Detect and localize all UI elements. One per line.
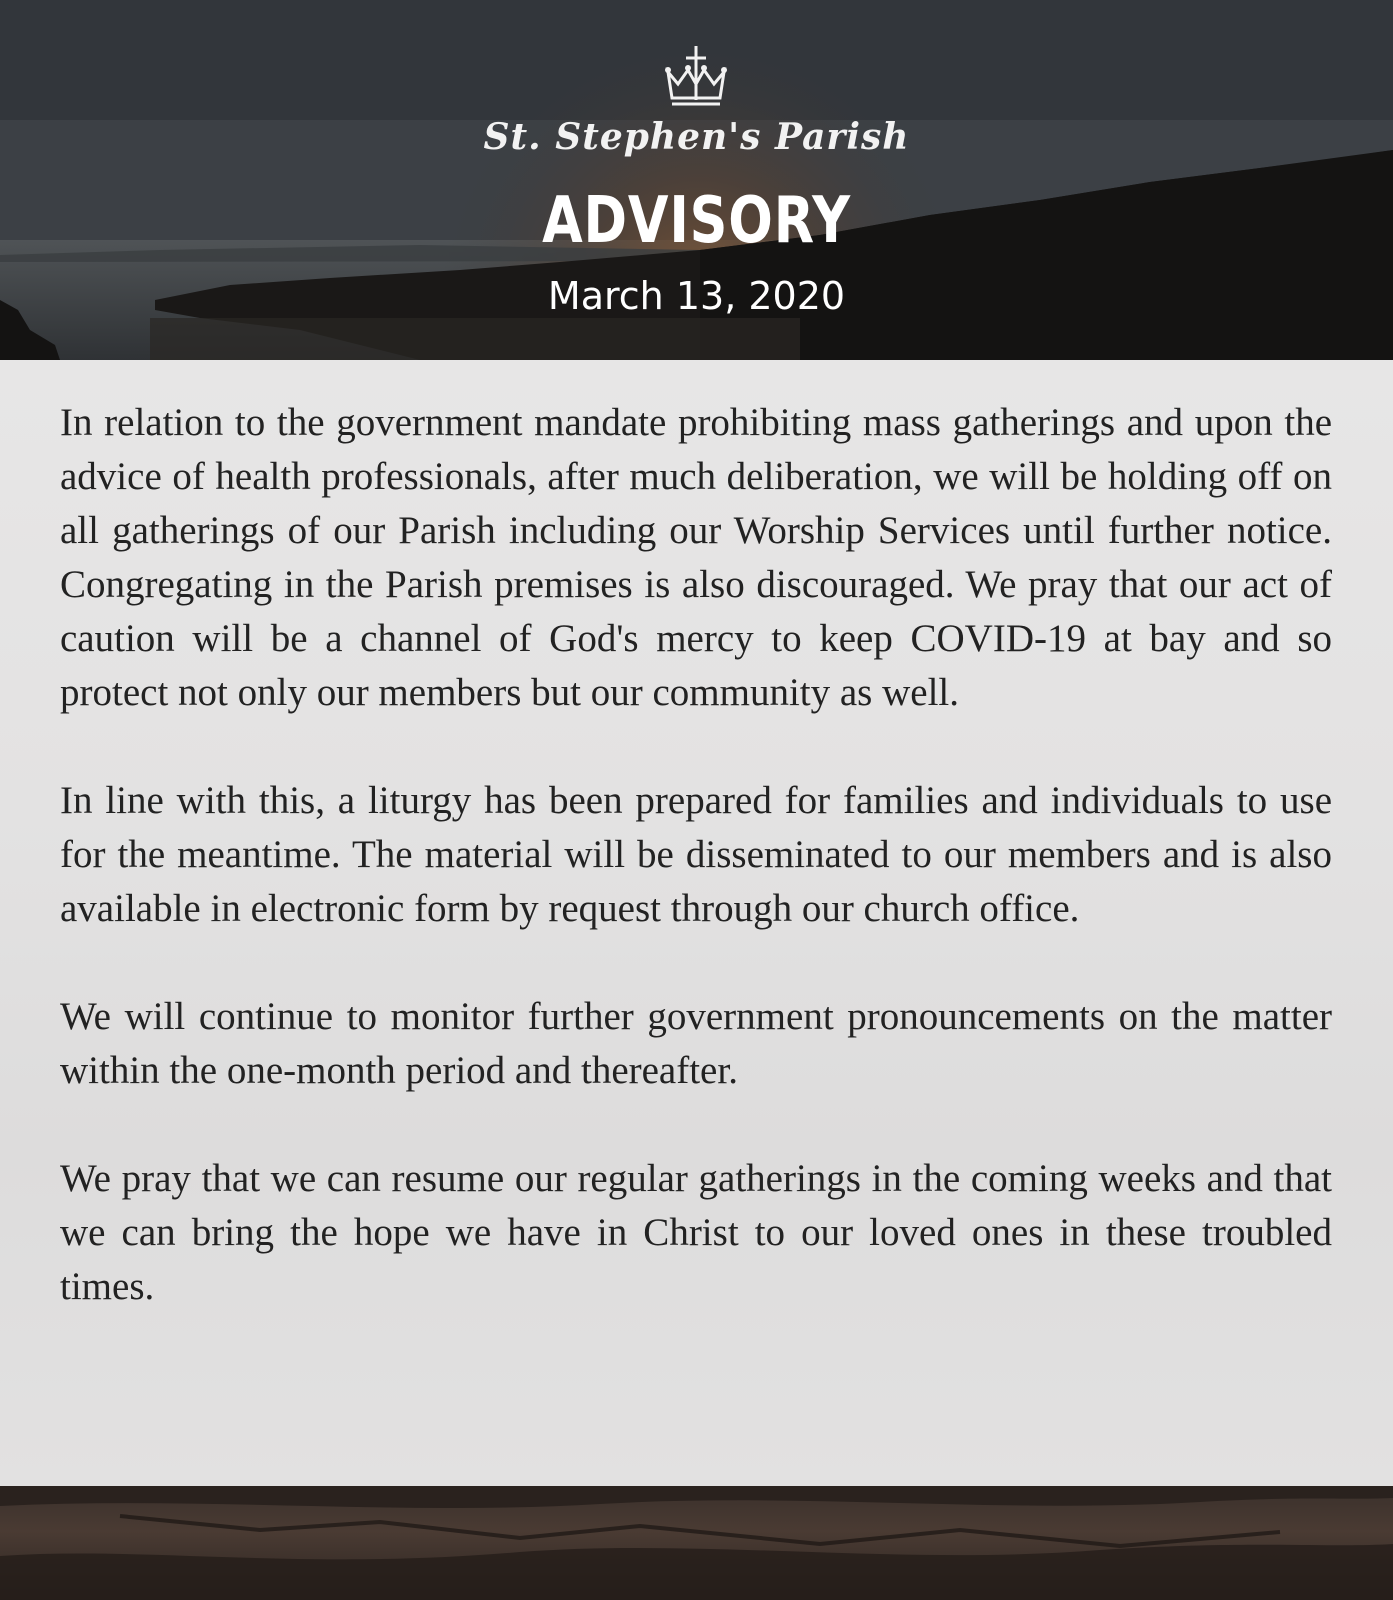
rock-texture-image bbox=[0, 1486, 1393, 1600]
cross-crown-icon bbox=[660, 42, 732, 114]
advisory-title: ADVISORY bbox=[542, 184, 851, 258]
paragraph: We pray that we can resume our regular gatherings in the coming weeks and that we can bring the hope we have in Christ to our loved ones in these troubled times. bbox=[60, 1157, 1332, 1308]
paragraph: In relation to the government mandate prohibiting mass gatherings and upon the advice of health professionals, after much deliberation, we will be holding off on all gatherings of our Parish including our Worship Services until further notice. Congregating in the Parish premises is also discouraged. We pray that our act of caution will be a channel of God's mercy to keep COVID-19 at bay and so protect not only our members but our community as well. bbox=[60, 401, 1332, 714]
advisory-body-panel bbox=[0, 360, 1393, 1486]
advisory-body bbox=[60, 396, 1332, 1368]
paragraph: We will continue to monitor further government pronouncements on the matter within the one-month period and thereafter. bbox=[60, 995, 1332, 1092]
advisory-date: March 13, 2020 bbox=[547, 274, 846, 318]
footer-rock-image bbox=[0, 1486, 1393, 1600]
parish-name: St. Stephen's Parish bbox=[483, 116, 910, 158]
header-banner bbox=[0, 0, 1393, 360]
paragraph: In line with this, a liturgy has been prepared for families and individuals to use for the meantime. The material will be disseminated to our members and is also available in electronic form by request through our church office. bbox=[60, 779, 1332, 930]
